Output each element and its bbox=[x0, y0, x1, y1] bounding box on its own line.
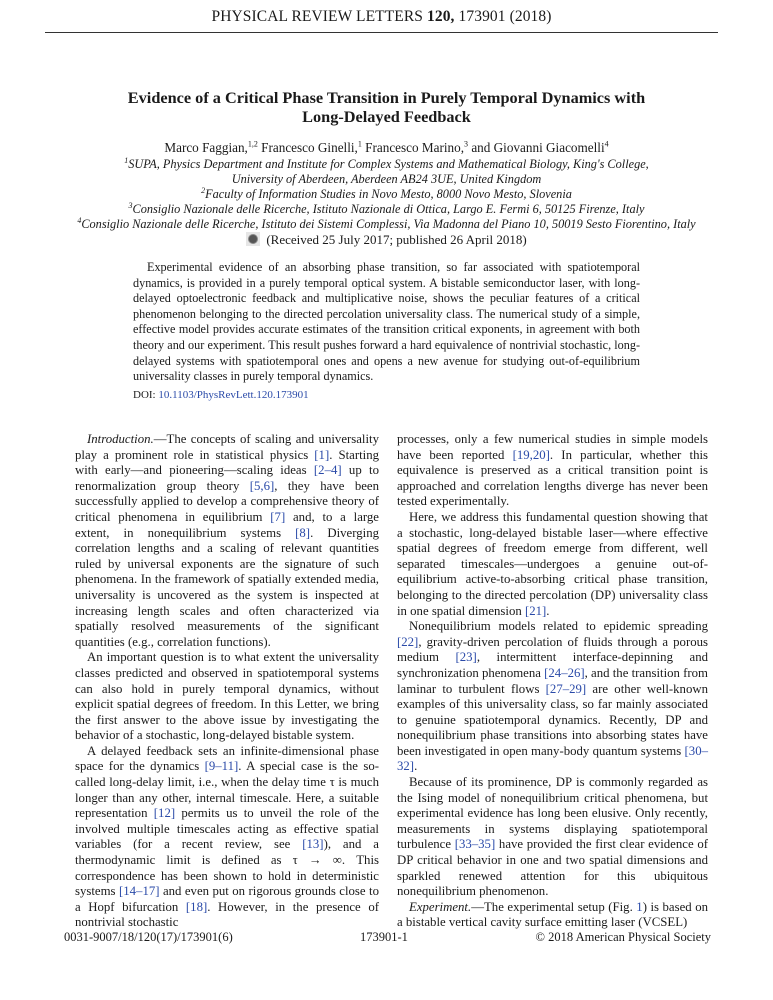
affiliation-text: Consiglio Nazionale delle Ricerche, Istituto Nazionale di Ottica, Largo E. Fermi 6, 50125 Firenze, Italy bbox=[132, 202, 645, 216]
affiliation-text: Consiglio Nazionale delle Ricerche, Istituto dei Sistemi Complessi, Via Madonna del Piano 10, 50019 Sesto Fiorentino, Italy bbox=[81, 217, 696, 231]
affiliation-2 bbox=[20, 187, 753, 201]
paragraph bbox=[397, 619, 708, 775]
doi-line bbox=[133, 389, 309, 401]
citation-link[interactable]: [30–32] bbox=[397, 743, 708, 774]
text: and, to a large extent, in nonequilibrium systems bbox=[75, 509, 379, 540]
title-line-1: Evidence of a Critical Phase Transition in Purely Temporal Dynamics with bbox=[127, 88, 646, 107]
author-list bbox=[40, 140, 733, 156]
text: . A special case is the so-called long-delay limit, i.e., when the delay time τ is much longer than any other, internal timescale. Here, a suitable representation bbox=[75, 759, 379, 821]
author: Francesco Marino, bbox=[361, 140, 465, 155]
footer-issn: 0031-9007/18/120(17)/173901(6) bbox=[64, 930, 233, 944]
text: , intermittent interface-depinning and synchronization phenomena bbox=[397, 650, 708, 680]
left-column bbox=[75, 432, 379, 931]
affiliation-mark: 3 bbox=[464, 139, 469, 149]
paragraph: An important question is to what extent the universality classes predicted and observed in spatiotemporal systems can also hold in purely temporal dynamics, without explicit spatial degrees of freedom. In this Letter, we bring the first answer to the above issue by investigating the behavior of a stochastic, long-delayed bistable system. bbox=[75, 650, 379, 743]
received-text: (Received 25 July 2017; published 26 April 2018) bbox=[266, 232, 527, 247]
text: —The concepts of scaling and universality play a prominent role in statistical physics bbox=[75, 432, 379, 462]
text: A delayed feedback sets an infinite-dimensional phase space for the dynamics bbox=[75, 743, 379, 774]
section-lead: Introduction. bbox=[87, 432, 154, 446]
footer-page-number: 173901-1 bbox=[360, 930, 408, 944]
affiliation-mark: 1 bbox=[357, 139, 362, 149]
citation-link[interactable]: [13] bbox=[302, 837, 324, 852]
title-line-2: Long-Delayed Feedback bbox=[302, 107, 471, 126]
footer-copyright: © 2018 American Physical Society bbox=[535, 930, 711, 944]
text: , they have been successfully applied to develop a comprehensive theory of critical phenomena in equilibrium bbox=[75, 478, 379, 524]
affiliation-text: University of Aberdeen, Aberdeen AB24 3UE, United Kingdom bbox=[231, 172, 542, 186]
affiliation-text: Faculty of Information Studies in Novo Mesto, 8000 Novo Mesto, Slovenia bbox=[205, 187, 572, 201]
doi-link[interactable]: 10.1103/PhysRevLett.120.173901 bbox=[158, 389, 309, 401]
citation-link[interactable]: [21] bbox=[524, 603, 547, 618]
volume: 120, bbox=[427, 8, 455, 25]
header-rule bbox=[45, 32, 718, 33]
journal-name: PHYSICAL REVIEW LETTERS bbox=[211, 8, 424, 25]
citation-link[interactable]: [12] bbox=[153, 806, 176, 821]
citation-link[interactable]: [14–17] bbox=[118, 884, 160, 899]
text: , and the transition from laminar to turbulent flows bbox=[397, 665, 708, 696]
right-column bbox=[397, 432, 708, 931]
paragraph-introduction bbox=[75, 432, 379, 650]
affiliation-1 bbox=[20, 157, 753, 171]
paragraph bbox=[75, 744, 379, 931]
text: . bbox=[414, 759, 418, 774]
citation-link[interactable]: [1] bbox=[314, 447, 330, 462]
text: . In particular, whether this equivalence is preserved as a critical transition point is approached and correlation lengths diverge has never been tested experimentally. bbox=[397, 447, 709, 509]
article-number: 173901 (2018) bbox=[458, 8, 552, 25]
text: . bbox=[546, 603, 550, 618]
doi-label: DOI: bbox=[133, 389, 156, 401]
text: ) is based on a bistable vertical cavity surface emitting laser (VCSEL) bbox=[397, 899, 708, 930]
abstract: Experimental evidence of an absorbing phase transition, so far associated with spatiotemporal dynamics, is provided in a purely temporal optical system. A bistable semiconductor laser, with long-delayed optoelectronic feedback and multiplicative noise, shows the peculiar features of a critical phenomenon belonging to the directed percolation universality class. The numerical study of a simple, effective model provides accurate estimates of the transition critical exponents, in agreement with both theory and our experiment. This result pushes forward a hard equivalence of nontrivial stochastic, long-delayed systems with spatiotemporal ones and opens a new avenue for studying out-of-equilibrium universality classes in purely temporal dynamics. bbox=[133, 260, 640, 384]
paragraph bbox=[397, 432, 708, 510]
paragraph-experiment bbox=[397, 900, 708, 931]
text: ), and a thermodynamic limit is defined as τ → ∞. This correspondence has been shown to hold in deterministic systems bbox=[75, 837, 379, 899]
author: Francesco Ginelli, bbox=[257, 140, 358, 155]
text: and even put on rigorous grounds close to a Hopf bifurcation bbox=[75, 884, 379, 914]
author: and Giovanni Giacomelli bbox=[468, 140, 605, 155]
citation-link[interactable]: [27–29] bbox=[545, 681, 587, 696]
section-lead: Experiment. bbox=[409, 899, 472, 914]
text: —The experimental setup (Fig. bbox=[471, 899, 637, 914]
affiliation-number: 2 bbox=[201, 185, 206, 195]
crossmark-icon[interactable] bbox=[246, 232, 260, 246]
citation-link[interactable]: [8] bbox=[295, 525, 311, 540]
citation-link[interactable]: [5,6] bbox=[249, 478, 275, 493]
figure-link[interactable]: 1 bbox=[636, 899, 643, 914]
citation-link[interactable]: [19,20] bbox=[512, 447, 550, 462]
text: Nonequilibrium models related to epidemic spreading bbox=[409, 619, 708, 634]
text: processes, only a few numerical studies in simple models have been reported bbox=[397, 432, 708, 462]
received-dates bbox=[0, 232, 773, 248]
citation-link[interactable]: [33–35] bbox=[454, 837, 496, 852]
paragraph bbox=[397, 775, 708, 900]
affiliation-4 bbox=[20, 217, 753, 231]
text: Here, we address this fundamental question showing that a stochastic, long-delayed bistable laser—where effective spatial degrees of freedom emerge from different, well separated timescales—undergoes a genuine out-of-equilibrium active-to-absorbing critical phase transition, belonging to the directed percolation (DP) universality class in one spatial dimension bbox=[397, 509, 708, 618]
affiliation-mark: 4 bbox=[604, 139, 609, 149]
affiliation-1-cont bbox=[20, 172, 753, 186]
affiliation-number: 4 bbox=[77, 215, 82, 225]
text: . Diverging correlation lengths and a scaling of relevant quantities ruled by universal exponents are the signature of such phenomena. In the framework of spatially extended media, universality is uncovered as the system is inspected at increasing length scales and often characterized via spatially resolved measurements of the significant quantities (e.g., correlation functions). bbox=[75, 525, 379, 649]
text: . Starting with early—and pioneering—scaling ideas bbox=[75, 447, 379, 478]
affiliation-text: SUPA, Physics Department and Institute for Complex Systems and Mathematical Biology, King's College, bbox=[128, 157, 649, 171]
affiliation-mark: 1,2 bbox=[247, 139, 258, 149]
running-header bbox=[45, 8, 718, 26]
affiliation-3 bbox=[20, 202, 753, 216]
citation-link[interactable]: [18] bbox=[185, 899, 208, 914]
citation-link[interactable]: [2–4] bbox=[313, 463, 342, 478]
paper-title bbox=[60, 88, 713, 126]
text: Because of its prominence, DP is commonly regarded as the Ising model of nonequilibrium critical phenomena, but experimental evidence has long been elusive. Only recently, measurements in systems displaying spatiotemporal turbulence bbox=[397, 775, 708, 852]
text: , gravity-driven percolation of fluids through a porous medium bbox=[397, 634, 708, 665]
affiliation-number: 1 bbox=[124, 155, 129, 165]
citation-link[interactable]: [9–11] bbox=[204, 759, 239, 774]
author: Marco Faggian, bbox=[164, 140, 248, 155]
text: permits us to unveil the role of the involved multiple timescales acting as effective spatial variables (for a recent review, see bbox=[75, 806, 379, 852]
citation-link[interactable]: [23] bbox=[455, 650, 477, 665]
text: . However, in the presence of nontrivial stochastic bbox=[75, 899, 379, 930]
text: are other well-known examples of this universality class, so far mainly associated to genuine spatiotemporal dynamics. Recently, DP and nonequilibrium phase transitions into absorbing states have been investigated in open many-body quantum systems bbox=[397, 681, 708, 758]
citation-link[interactable]: [24–26] bbox=[544, 665, 585, 680]
paragraph bbox=[397, 510, 708, 619]
text: up to renormalization group theory bbox=[75, 463, 379, 493]
citation-link[interactable]: [22] bbox=[397, 634, 419, 649]
text: have provided the first clear evidence of DP critical behavior in one and two spatial dimensions and sparkled renewed attention for this ubiquitous nonequilibrium phenomenon. bbox=[397, 837, 708, 899]
affiliation-number: 3 bbox=[128, 200, 133, 210]
citation-link[interactable]: [7] bbox=[270, 509, 286, 524]
